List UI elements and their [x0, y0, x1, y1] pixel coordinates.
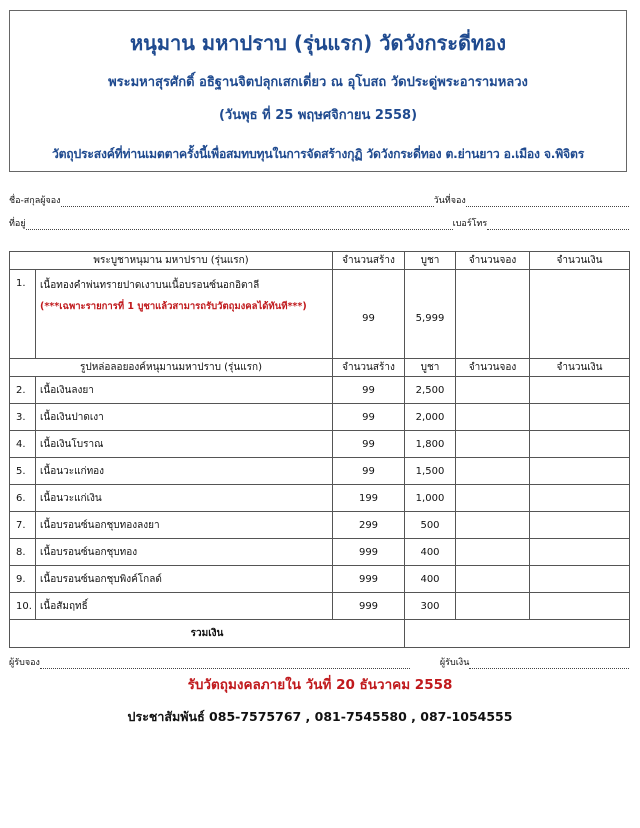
amount-cell[interactable] — [530, 566, 630, 593]
item-price: 400 — [405, 566, 456, 593]
item-name: เนื้อทองคำพ่นทรายปาดเงาบนเนื้อบรอนซ์นอกอิตาลี — [40, 280, 260, 291]
item-name: เนื้อนวะแก่เงิน — [36, 485, 333, 512]
address-label: ที่อยู่ — [9, 219, 26, 229]
receiver-label: ผู้รับจอง — [9, 658, 40, 668]
reserve-cell[interactable] — [456, 404, 530, 431]
reserve-cell[interactable] — [456, 512, 530, 539]
amount-cell[interactable] — [530, 377, 630, 404]
table-row — [10, 593, 630, 620]
item-price: 1,800 — [405, 431, 456, 458]
item-quantity: 999 — [333, 539, 405, 566]
phone-field[interactable] — [487, 220, 629, 230]
table-row — [10, 270, 630, 359]
receiver-field[interactable] — [40, 659, 410, 669]
date-label: วันที่จอง — [433, 196, 466, 206]
item-name: เนื้อบรอนซ์นอกชุบทองลงยา — [36, 512, 333, 539]
col-header-amount: จำนวนเงิน — [530, 252, 630, 270]
reserve-cell[interactable] — [456, 431, 530, 458]
header-box — [9, 10, 627, 172]
item-number: 4. — [10, 431, 36, 458]
phone-label: เบอร์โทร — [452, 219, 488, 229]
table-row — [10, 512, 630, 539]
pickup-deadline: รับวัตถุมงคลภายใน วันที่ 20 ธันวาคม 2558 — [187, 677, 453, 693]
item-name: เนื้อบรอนซ์นอกชุบพิงค์โกลด์ — [36, 566, 333, 593]
col-header-quantity: จำนวนสร้าง — [333, 359, 405, 377]
table-row — [10, 458, 630, 485]
ceremony-subtitle: พระมหาสุรศักดิ์ อธิฐานจิตปลุกเสกเดี่ยว ณ อุโบสถ วัดประดู่พระอารามหลวง — [108, 75, 528, 90]
item-price: 400 — [405, 539, 456, 566]
date-field[interactable] — [466, 197, 629, 207]
ceremony-date: (วันพุธ ที่ 25 พฤษศจิกายน 2558) — [218, 108, 418, 123]
item-price: 300 — [405, 593, 456, 620]
name-field[interactable] — [61, 197, 434, 207]
amount-cell[interactable] — [530, 404, 630, 431]
item-quantity: 199 — [333, 485, 405, 512]
table-row — [10, 377, 630, 404]
item-price: 1,000 — [405, 485, 456, 512]
item-name: เนื้อเงินลงยา — [36, 377, 333, 404]
item-number: 9. — [10, 566, 36, 593]
col-header-amount: จำนวนเงิน — [530, 359, 630, 377]
item-price: 2,000 — [405, 404, 456, 431]
item-price: 500 — [405, 512, 456, 539]
money-receiver-label: ผู้รับเงิน — [439, 658, 470, 668]
item-note: (***เฉพาะรายการที่ 1 บูชาแล้วสามารถรับวัตถุมงคลได้ทันที***) — [40, 301, 307, 312]
address-phone-line — [9, 216, 629, 230]
reserve-cell[interactable] — [456, 566, 530, 593]
item-name: เนื้อเงินโบราณ — [36, 431, 333, 458]
receiver-line — [9, 655, 629, 669]
item-quantity: 999 — [333, 593, 405, 620]
table-row — [10, 404, 630, 431]
section1-header: พระบูชาหนุมาน มหาปราบ (รุ่นแรก) — [10, 252, 333, 270]
reserve-cell[interactable] — [456, 539, 530, 566]
item-number: 5. — [10, 458, 36, 485]
contact-phones: ประชาสัมพันธ์ 085-7575767 , 081-7545580 , 087-1054555 — [127, 709, 513, 724]
total-label: รวมเงิน — [10, 620, 405, 648]
item-name: เนื้อสัมฤทธิ์ — [36, 593, 333, 620]
col-header-reserve: จำนวนจอง — [456, 252, 530, 270]
col-header-quantity: จำนวนสร้าง — [333, 252, 405, 270]
purpose-statement: วัตถุประสงค์ที่ท่านเมตตาครั้งนี้เพื่อสมทบทุนในการจัดสร้างกุฏิ วัดวังกระดี่ทอง ต.ย่านยาว อ.เมือง จ.พิจิตร — [51, 147, 585, 161]
address-field[interactable] — [26, 220, 453, 230]
amount-cell[interactable] — [530, 512, 630, 539]
item-quantity: 99 — [333, 377, 405, 404]
reserve-cell[interactable] — [456, 270, 530, 359]
table-row — [10, 431, 630, 458]
reserve-cell[interactable] — [456, 593, 530, 620]
section1-header-row — [10, 252, 630, 270]
name-label: ชื่อ-สกุลผู้จอง — [9, 196, 61, 206]
reserve-cell[interactable] — [456, 458, 530, 485]
item-number: 7. — [10, 512, 36, 539]
name-date-line — [9, 193, 629, 207]
section2-header: รูปหล่อลอยองค์หนุมานมหาปราบ (รุ่นแรก) — [10, 359, 333, 377]
item-name: เนื้อเงินปาดเงา — [36, 404, 333, 431]
money-receiver-field[interactable] — [469, 659, 629, 669]
amount-cell[interactable] — [530, 539, 630, 566]
item-price: 2,500 — [405, 377, 456, 404]
item-price: 5,999 — [405, 270, 456, 359]
item-name: เนื้อนวะแก่ทอง — [36, 458, 333, 485]
amount-cell[interactable] — [530, 270, 630, 359]
item-number: 6. — [10, 485, 36, 512]
item-quantity: 99 — [333, 270, 405, 359]
item-number: 1. — [10, 270, 36, 359]
amount-cell[interactable] — [530, 458, 630, 485]
item-name-cell — [36, 270, 333, 359]
item-quantity: 99 — [333, 458, 405, 485]
total-row — [10, 620, 630, 648]
item-number: 10. — [10, 593, 36, 620]
table-row — [10, 539, 630, 566]
item-name: เนื้อบรอนซ์นอกชุบทอง — [36, 539, 333, 566]
amount-cell[interactable] — [530, 485, 630, 512]
item-price: 1,500 — [405, 458, 456, 485]
table-row — [10, 566, 630, 593]
item-number: 3. — [10, 404, 36, 431]
item-quantity: 99 — [333, 404, 405, 431]
item-number: 2. — [10, 377, 36, 404]
reserve-cell[interactable] — [456, 377, 530, 404]
item-quantity: 299 — [333, 512, 405, 539]
order-table — [9, 251, 630, 648]
section2-header-row — [10, 359, 630, 377]
reserve-cell[interactable] — [456, 485, 530, 512]
col-header-price: บูชา — [405, 252, 456, 270]
col-header-price: บูชา — [405, 359, 456, 377]
item-quantity: 99 — [333, 431, 405, 458]
table-row — [10, 485, 630, 512]
page-title: หนุมาน มหาปราบ (รุ่นแรก) วัดวังกระดี่ทอง — [130, 31, 506, 55]
item-quantity: 999 — [333, 566, 405, 593]
amount-cell[interactable] — [530, 593, 630, 620]
total-amount-cell[interactable] — [405, 620, 630, 648]
col-header-reserve: จำนวนจอง — [456, 359, 530, 377]
item-number: 8. — [10, 539, 36, 566]
amount-cell[interactable] — [530, 431, 630, 458]
